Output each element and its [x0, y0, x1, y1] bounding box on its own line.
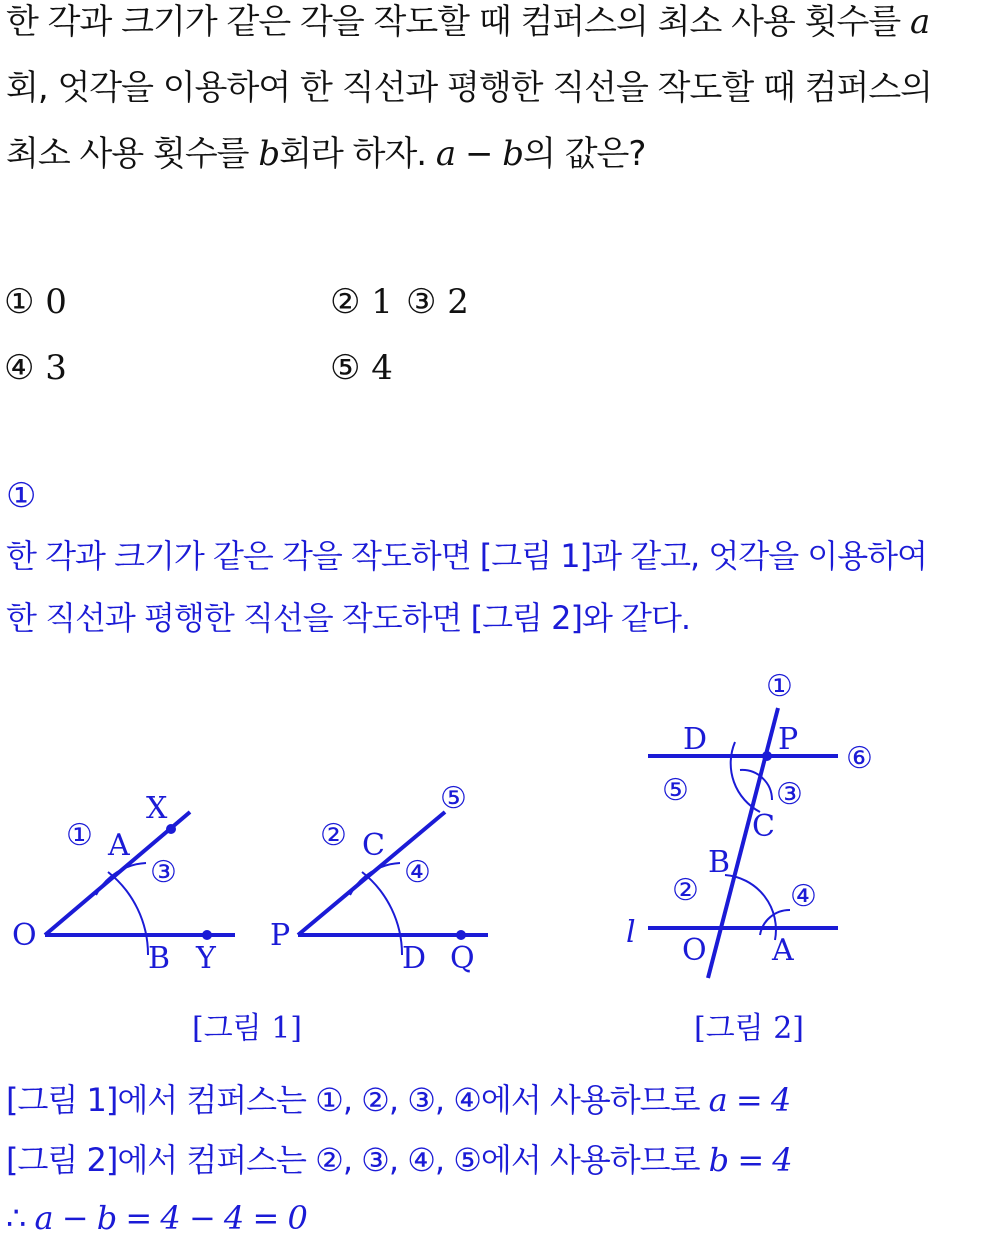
choice-value: 0	[45, 282, 67, 322]
point-y	[202, 930, 212, 940]
label-o-2: O	[682, 933, 707, 968]
label-x: X	[146, 791, 168, 826]
choice-mark: ②	[330, 282, 361, 322]
step-1-2: ①	[766, 669, 793, 704]
label-line-l: l	[626, 915, 636, 950]
choice-mark: ⑤	[330, 348, 361, 388]
choice-mark: ①	[4, 282, 35, 322]
step-2: ②	[320, 818, 347, 853]
step-4: ④	[404, 855, 431, 890]
question-text-2: 회, 엇각을 이용하여 한 직선과 평행한 직선을 작도할 때 컴퍼스의	[6, 68, 933, 108]
step-3: ③	[150, 855, 177, 890]
result-1	[6, 1080, 790, 1120]
figure1-caption: [그림 1]	[192, 1011, 302, 1046]
label-q: Q	[450, 941, 475, 976]
label-o: O	[12, 918, 37, 953]
step-3-2: ③	[776, 777, 803, 812]
final-equation: a − b = 4 − 4 = 0	[34, 1199, 307, 1237]
figure2-parallel	[648, 708, 838, 978]
choice-mark: ④	[4, 348, 35, 388]
label-p: P	[270, 918, 291, 953]
label-a: A	[108, 828, 130, 863]
question-text-1: 한 각과 크기가 같은 각을 작도할 때 컴퍼스의 최소 사용 횟수를	[6, 2, 901, 42]
label-p-2: P	[778, 722, 799, 757]
label-b-2: B	[708, 845, 731, 880]
question-text-3c: 의 값은?	[523, 134, 646, 174]
result-1-eq: a = 4	[708, 1081, 791, 1119]
final-result	[6, 1198, 307, 1238]
solution-text-1: 한 각과 크기가 같은 각을 작도하면 [그림 1]과 같고, 엇각을 이용하여	[6, 537, 927, 575]
expression: a − b	[435, 134, 524, 174]
choice-mark: ③	[406, 282, 437, 322]
solution-answer: ①	[6, 476, 36, 516]
label-y: Y	[196, 941, 216, 976]
choice-value: 1	[371, 282, 393, 322]
label-a-2: A	[772, 933, 794, 968]
arc-step4	[350, 863, 400, 895]
result-2-text: [그림 2]에서 컴퍼스는 ②, ③, ④, ⑤에서 사용하므로	[6, 1141, 700, 1179]
point-q	[456, 930, 466, 940]
label-d: D	[402, 941, 427, 976]
step-1: ①	[66, 818, 93, 853]
label-b: B	[148, 941, 171, 976]
question-text-3a: 최소 사용 횟수를	[6, 134, 249, 174]
arc-cd	[362, 872, 402, 955]
result-1-text: [그림 1]에서 컴퍼스는 ①, ②, ③, ④에서 사용하므로	[6, 1081, 700, 1119]
choice-value: 2	[447, 282, 469, 322]
arc-ab	[108, 872, 148, 955]
choice-value: 4	[371, 348, 393, 388]
step-5-2: ⑤	[662, 773, 689, 808]
step-6-2: ⑥	[846, 741, 873, 776]
solution-text-2: 한 직선과 평행한 직선을 작도하면 [그림 2]와 같다.	[6, 599, 691, 637]
label-c-2: C	[752, 809, 775, 844]
result-2	[6, 1140, 792, 1180]
choice-value: 3	[45, 348, 67, 388]
var-b: b	[258, 134, 280, 174]
result-2-eq: b = 4	[708, 1141, 792, 1179]
step-2-2: ②	[672, 873, 699, 908]
therefore-symbol: ∴	[6, 1199, 26, 1237]
arc-step3	[96, 863, 146, 895]
question-text-3b: 회라 하자.	[279, 134, 427, 174]
label-c: C	[362, 828, 385, 863]
var-a: a	[910, 2, 930, 42]
figure2-caption: [그림 2]	[694, 1011, 804, 1046]
step-4-2: ④	[790, 879, 817, 914]
step-5: ⑤	[440, 781, 467, 816]
point-p	[762, 751, 772, 761]
label-d-2: D	[683, 722, 708, 757]
point-x	[166, 824, 176, 834]
